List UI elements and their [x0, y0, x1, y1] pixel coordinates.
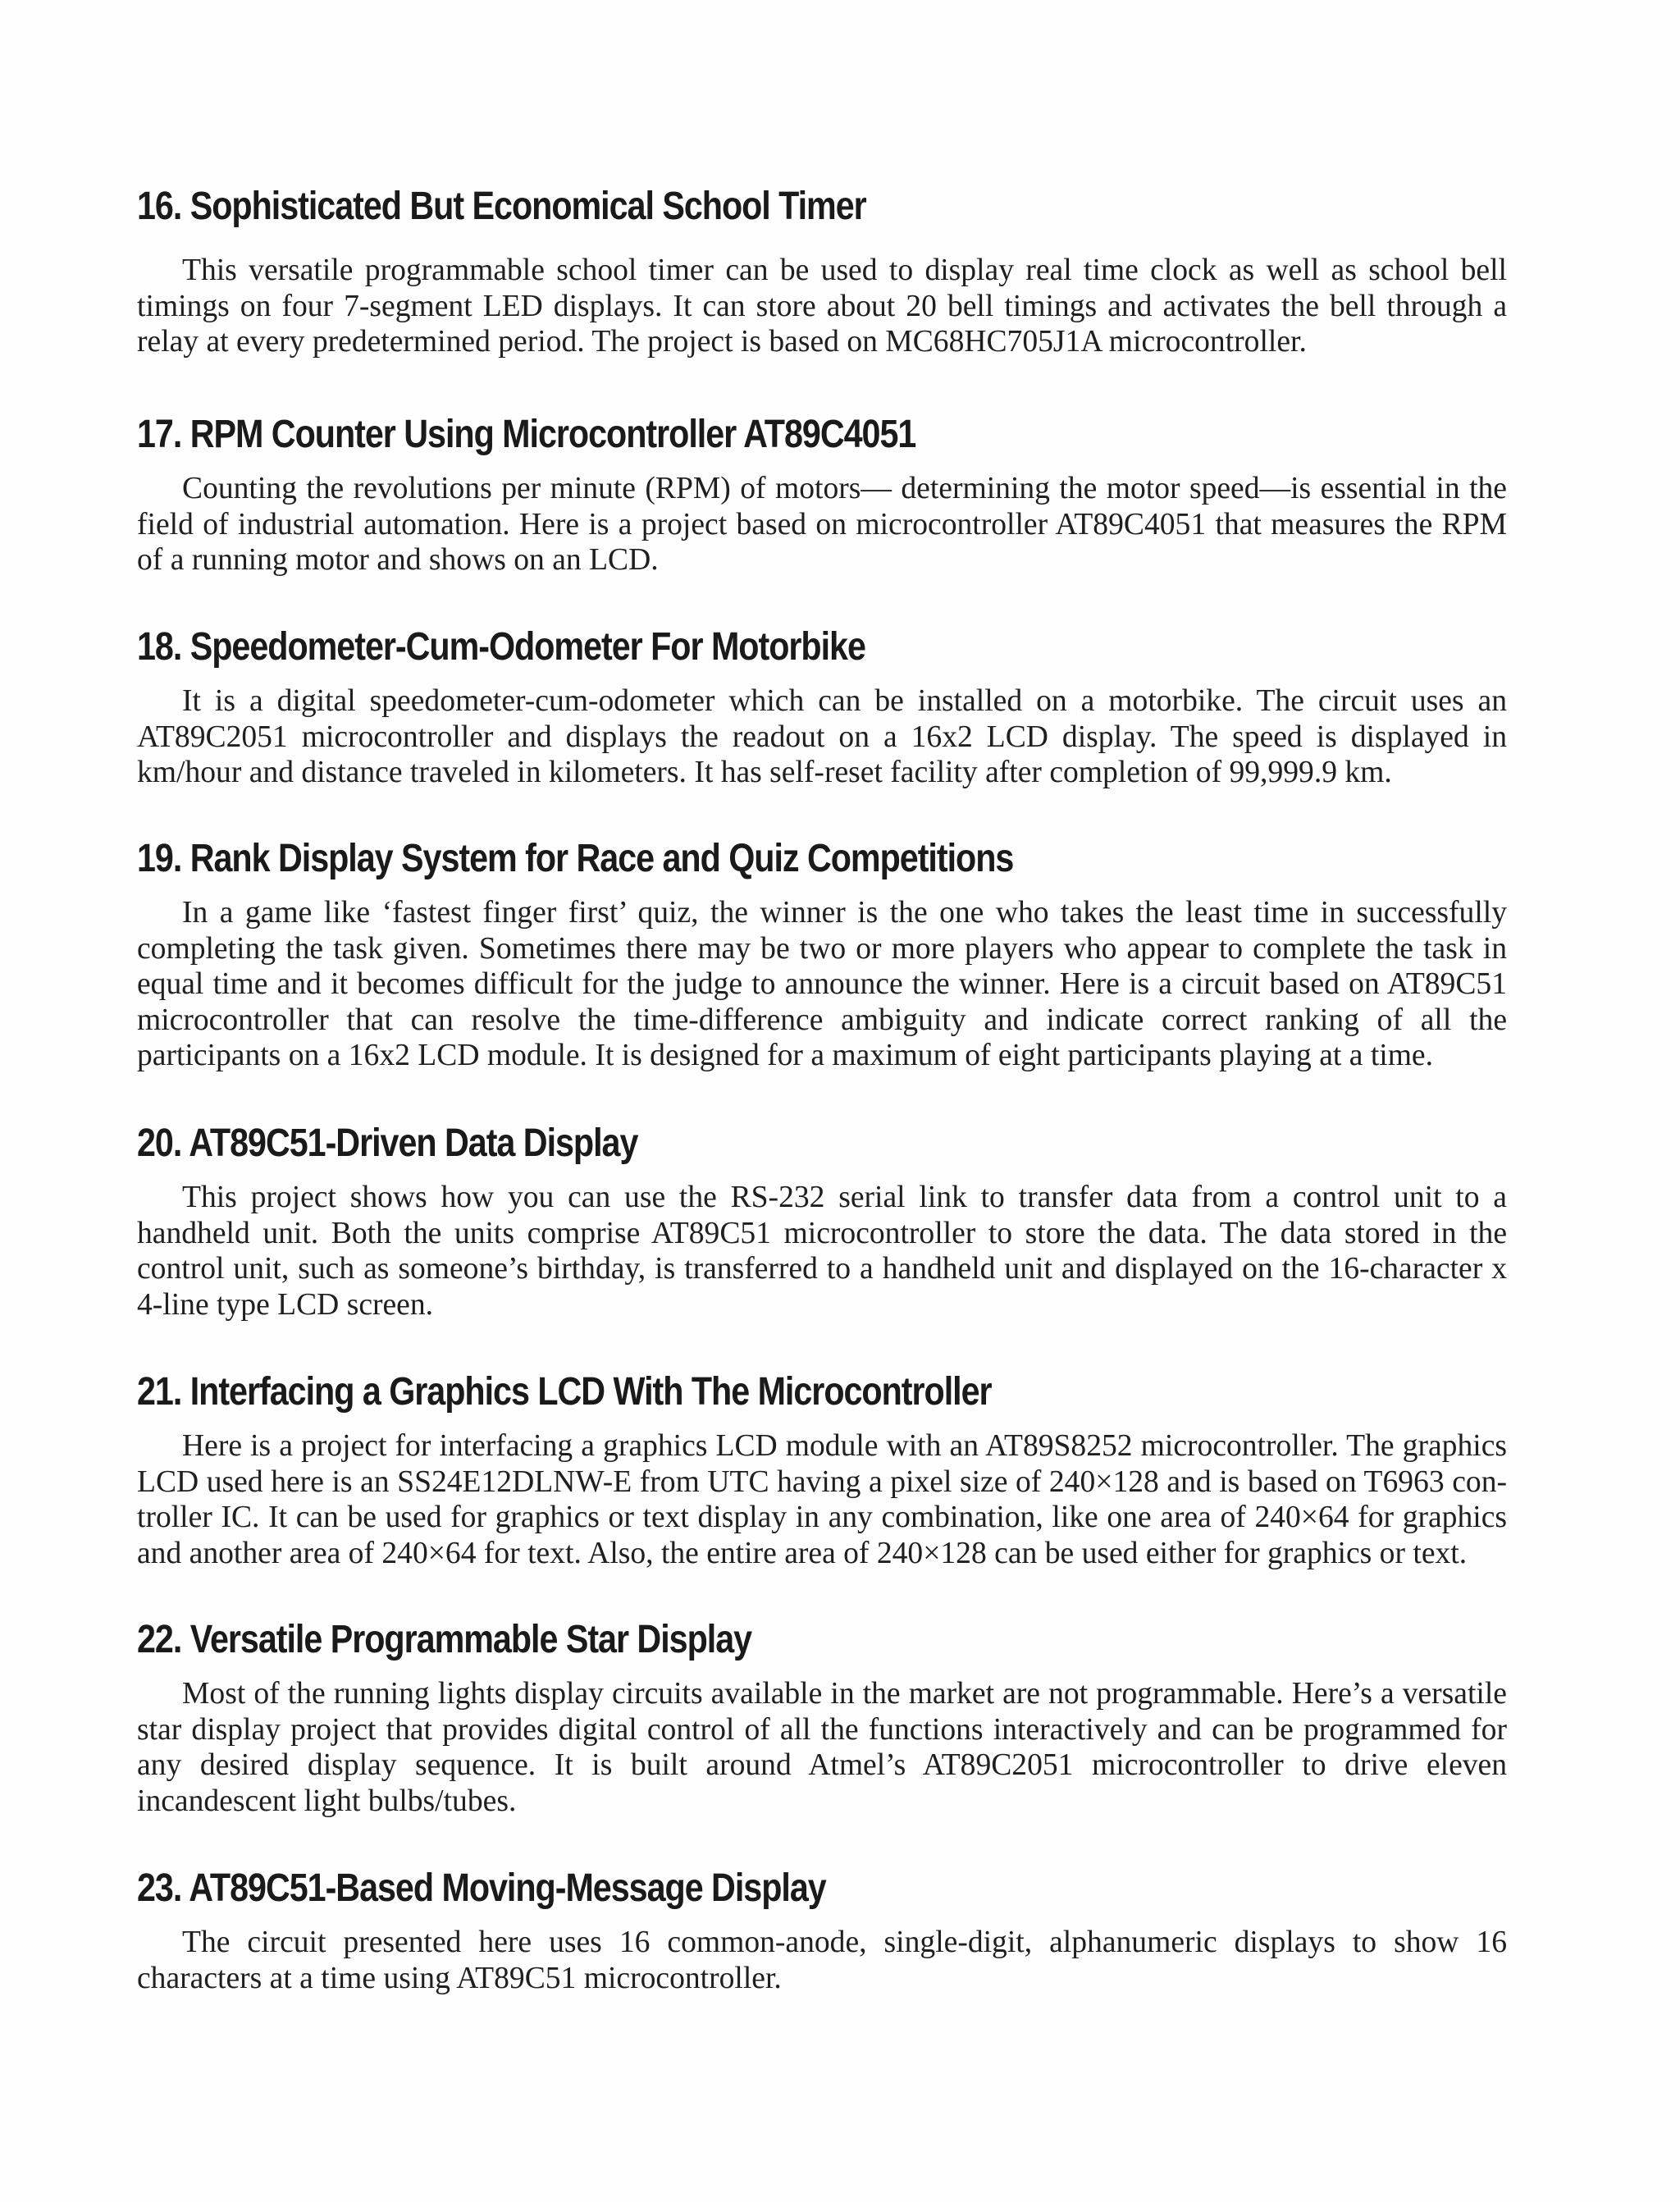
article-summary: Here is a project for interfacing a graphics LCD module with an AT89S8252 microcontroller. The graphics LCD used here is an SS24E12DLNW-E from UTC having a pixel size of 240×128 and is based on T6963 con- troller IC. It can be used for graphics or text display in any combination, like one area of 240×64 for graphics and another area of 240×64 for text. Also, the entire area of 240×128 can be used either for graphics or text.: [137, 1429, 1507, 1570]
article-title: 23. AT89C51-Based Moving-Message Display: [137, 1866, 826, 1910]
article-entry-21: [137, 1368, 1507, 1571]
article-entry-23: [137, 1864, 1507, 1996]
article-entry-17: [137, 410, 1507, 578]
article-entry-22: [137, 1615, 1507, 1819]
article-summary: Counting the revolutions per minute (RPM) of motors— determining the motor speed—is essential in the field of industrial automation. Here is a project based on microcontroller AT89C4051 that measures the RPM of a running motor and shows on an LCD.: [137, 472, 1507, 577]
article-entry-20: [137, 1119, 1507, 1323]
article-title: 22. Versatile Programmable Star Display: [137, 1618, 752, 1661]
article-summary: This project shows how you can use the RS-232 serial link to transfer data from a control unit to a handheld unit. Both the units comprise AT89C51 microcontroller to store the data. The data stored in the control unit, such as someone’s birthday, is transferred to a handheld unit and displayed on the 16-character x 4-line type LCD screen.: [137, 1181, 1507, 1322]
article-entry-16: [137, 182, 1507, 360]
article-summary: Most of the running lights display circuits available in the market are not programmable. Here’s a versatile star display project that provides digital control of all the functions interactively and can be programmed for any desired display sequence. It is built around Atmel’s AT89C2051 microcontroller to drive eleven incandescent light bulbs/tubes.: [137, 1677, 1507, 1818]
article-summary: It is a digital speedometer-cum-odometer which can be installed on a motorbike. The circuit uses an AT89C2051 microcontroller and displays the readout on a 16x2 LCD display. The speed is displayed in km/hour and distance traveled in kilometers. It has self-reset facility after completion of 99,999.9 km.: [137, 684, 1507, 789]
article-title: 16. Sophisticated But Economical School Timer: [137, 185, 866, 228]
article-summary: This versatile programmable school timer can be used to display real time clock as well as school bell timings on four 7-segment LED displays. It can store about 20 bell timings and activates the bell through a relay at every predetermined period. The project is based on MC68HC705J1A microcontroller.: [137, 254, 1507, 359]
article-title: 20. AT89C51-Driven Data Display: [137, 1122, 638, 1165]
article-summary: In a game like ‘fastest finger first’ quiz, the winner is the one who takes the least time in successfully completing the task given. Sometimes there may be two or more players who appear to complete the task in equal time and it becomes difficult for the judge to announce the winner. Here is a circuit based on AT89C51 microcontroller that can resolve the time-difference ambiguity and indicate correct ranking of all the participants on a 16x2 LCD module. It is designed for a maximum of eight participants playing at a time.: [137, 896, 1507, 1072]
article-summary: The circuit presented here uses 16 common-anode, single-digit, alphanumeric displays to show 16 characters at a time using AT89C51 microcontroller.: [137, 1926, 1507, 1995]
article-entry-19: [137, 834, 1507, 1074]
article-title: 18. Speedometer-Cum-Odometer For Motorbike: [137, 625, 865, 669]
article-title: 21. Interfacing a Graphics LCD With The Microcontroller: [137, 1370, 992, 1414]
article-title: 17. RPM Counter Using Microcontroller AT89C4051: [137, 413, 916, 456]
article-entry-18: [137, 623, 1507, 791]
article-title: 19. Rank Display System for Race and Quiz Competitions: [137, 837, 1014, 880]
